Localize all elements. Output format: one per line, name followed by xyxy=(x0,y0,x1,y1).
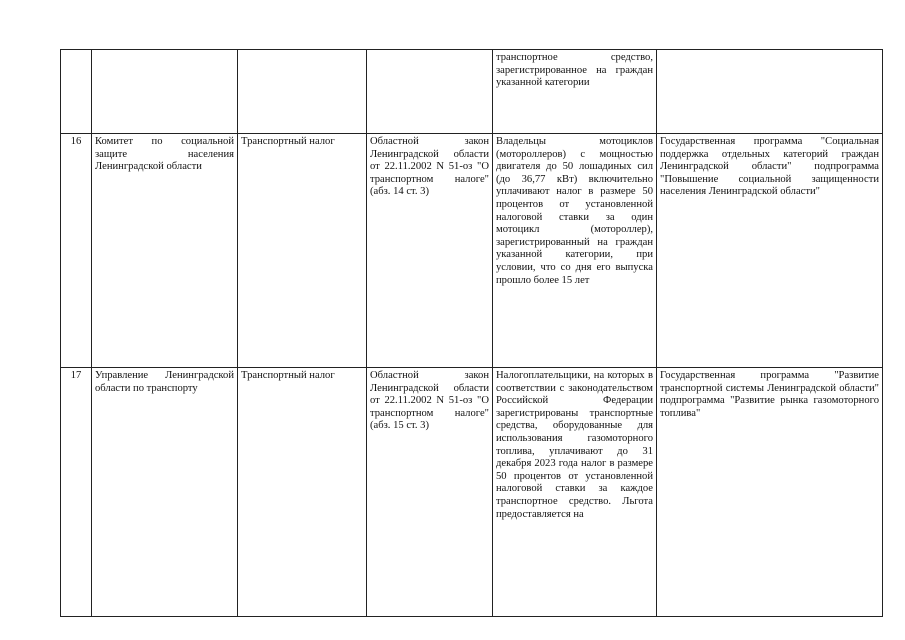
row-number: 17 xyxy=(70,370,82,381)
condition-cell xyxy=(493,134,657,368)
condition-cell xyxy=(493,50,657,134)
authority-name: Комитет по социальной защите населения Ленинградской области xyxy=(95,136,234,173)
tax-cell xyxy=(238,50,367,134)
row-number-cell xyxy=(61,368,92,617)
row-number-cell xyxy=(61,134,92,368)
law-reference: Областной закон Ленинградской области от 22.11.2002 N 51-оз "О транспортном налоге" (абз. 15 ст. 3) xyxy=(370,370,489,432)
authority-cell xyxy=(92,50,238,134)
authority-cell xyxy=(92,368,238,617)
condition-cell xyxy=(493,368,657,617)
law-cell xyxy=(367,134,493,368)
benefit-condition: Налогоплательщики, на которых в соответствии с законодательством Российской Федерации зарегистрированы транспортные средства, оборудованные для использования газомоторного топлива, уплачивают до 31 декабря 2023 года налог в размере 50 процентов от установленной налоговой ставки за каждое транспортное средство. Льгота предоставляется на xyxy=(496,370,653,520)
table-row xyxy=(61,134,883,368)
benefit-condition: транспортное средство, зарегистрированное на граждан указанной категории xyxy=(496,52,653,89)
row-number-cell xyxy=(61,50,92,134)
benefits-table xyxy=(60,49,883,617)
state-program: Государственная программа "Социальная поддержка отдельных категорий граждан Ленинградской области" подпрограмма "Повышение социальной защищенности населения Ленинградской области" xyxy=(660,136,879,198)
tax-cell xyxy=(238,368,367,617)
state-program: Государственная программа "Развитие транспортной системы Ленинградской области" подпрограмма "Развитие рынка газомоторного топлива" xyxy=(660,370,879,419)
authority-cell xyxy=(92,134,238,368)
program-cell xyxy=(657,368,883,617)
benefit-condition: Владельцы мотоциклов (мотороллеров) с мощностью двигателя до 50 лошадиных сил (до 36,77 кВт) включительно уплачивают налог в размере 50 процентов от установленной налоговой ставки за один мотоцикл (мотороллер), зарегистрированный на граждан указанной категории, при условии, что со дня его выпуска прошло более 15 лет xyxy=(496,136,653,286)
table-row xyxy=(61,50,883,134)
tax-cell xyxy=(238,134,367,368)
table-row xyxy=(61,368,883,617)
law-reference: Областной закон Ленинградской области от 22.11.2002 N 51-оз "О транспортном налоге" (абз. 14 ст. 3) xyxy=(370,136,489,198)
tax-name: Транспортный налог xyxy=(241,136,335,147)
program-cell xyxy=(657,50,883,134)
program-cell xyxy=(657,134,883,368)
tax-name: Транспортный налог xyxy=(241,370,335,381)
authority-name: Управление Ленинградской области по транспорту xyxy=(95,370,234,394)
law-cell xyxy=(367,368,493,617)
row-number: 16 xyxy=(70,136,82,147)
law-cell xyxy=(367,50,493,134)
